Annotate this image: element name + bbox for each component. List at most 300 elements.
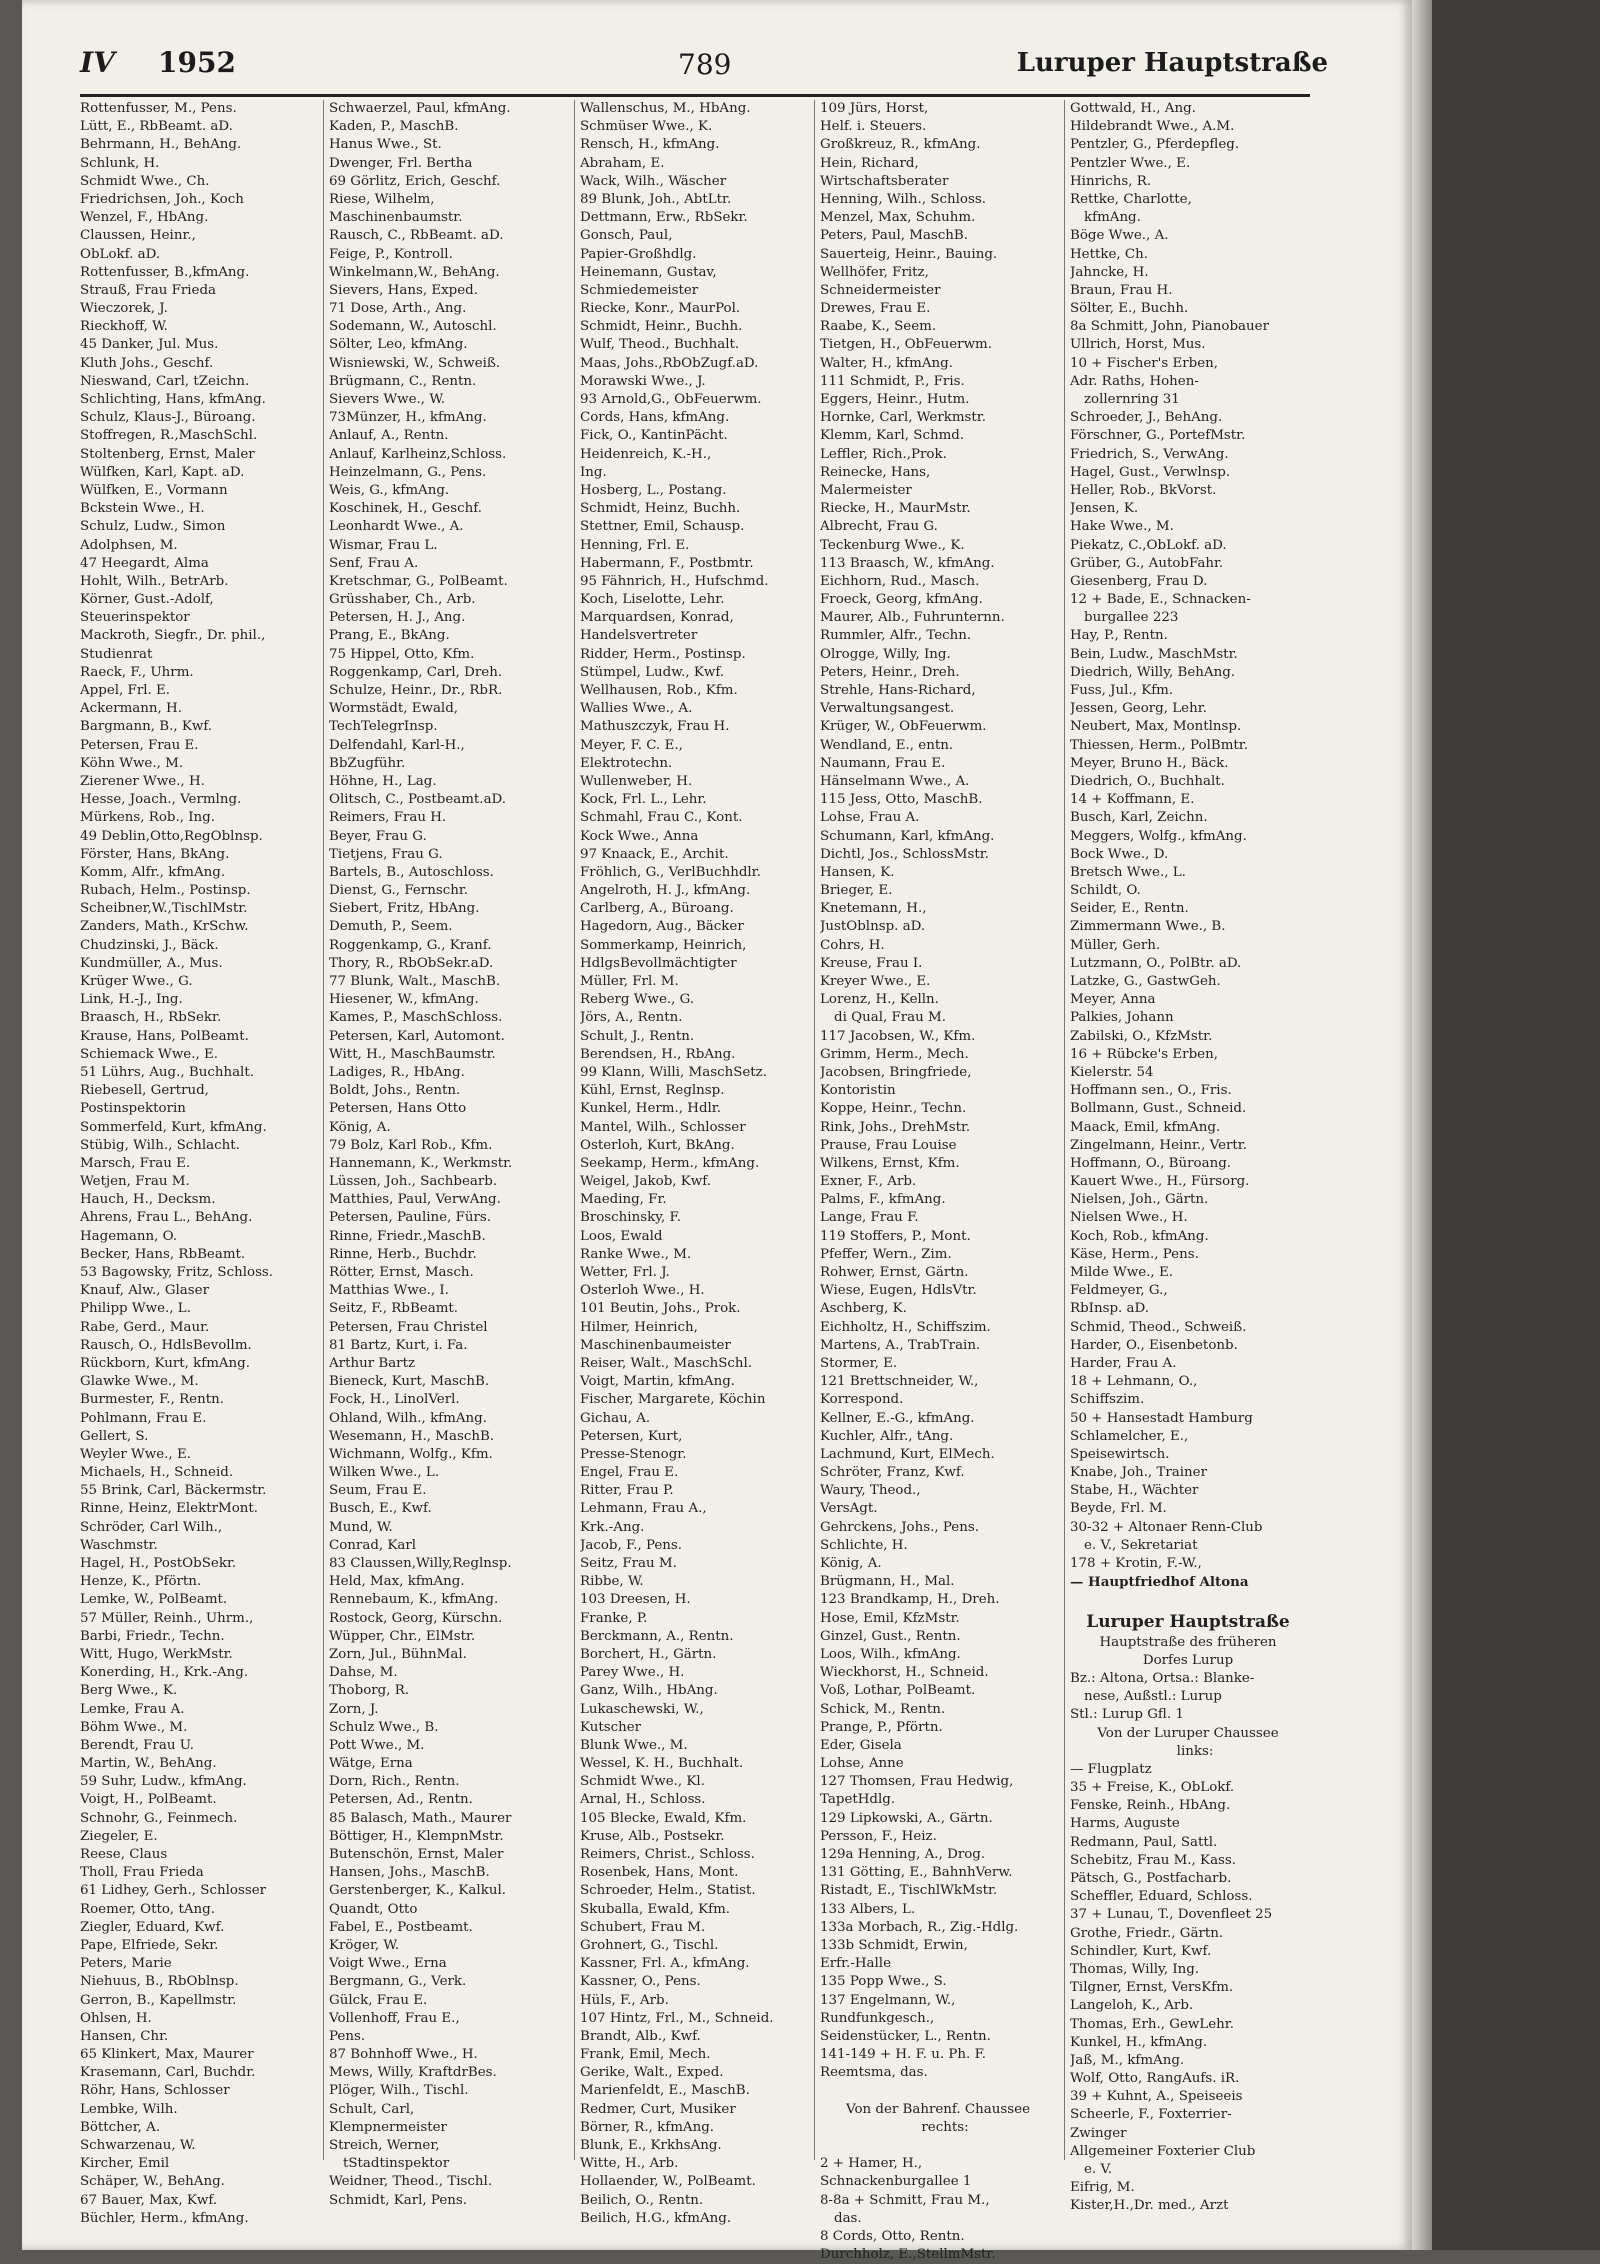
directory-entry: Giesenberg, Frau D.	[1070, 573, 1208, 589]
directory-entry: Mürkens, Rob., Ing.	[80, 810, 216, 826]
directory-entry: Zorn, Jul., BühnMal.	[329, 1646, 467, 1662]
directory-entry: Rottenfusser, M., Pens.	[80, 101, 237, 116]
directory-entry: Büchler, Herm., kfmAng.	[80, 2210, 249, 2226]
directory-entry: Höhne, H., Lag.	[329, 773, 437, 789]
directory-entry: Böhm Wwe., M.	[80, 1719, 188, 1735]
directory-entry: 105 Blecke, Ewald, Kfm.	[580, 1810, 747, 1826]
directory-entry: Delfendahl, Karl-H.,	[329, 737, 465, 753]
directory-entry: Förster, Hans, BkAng.	[80, 846, 230, 862]
directory-entry: Hanus Wwe., St.	[329, 137, 442, 153]
directory-entry: Reinecke, Hans,	[820, 464, 931, 480]
directory-entry: Kaden, P., MaschB.	[329, 119, 459, 135]
directory-entry: Dettmann, Erw., RbSekr.	[580, 210, 748, 226]
directory-entry: Fischer, Margarete, Köchin	[580, 1392, 766, 1408]
directory-entry: Morawski Wwe., J.	[580, 373, 706, 389]
directory-entry: Adr. Raths, Hohen-	[1070, 373, 1199, 389]
directory-entry: Petersen, Ad., Rentn.	[329, 1792, 473, 1808]
directory-entry: Seum, Frau E.	[329, 1483, 427, 1499]
directory-entry: Bergmann, G., Verk.	[329, 1974, 467, 1990]
directory-entry: Mackroth, Siegfr., Dr. phil.,	[80, 628, 266, 644]
directory-entry: Heinemann, Gustav,	[580, 264, 717, 280]
column-5	[1070, 100, 1306, 2216]
directory-entry: Beilich, H.G., kfmAng.	[580, 2210, 732, 2226]
directory-entry: 39 + Kuhnt, A., Speiseeis	[1070, 2089, 1243, 2105]
directory-entry: Voigt, Martin, kfmAng.	[580, 1374, 736, 1390]
directory-entry: Pott Wwe., M.	[329, 1737, 425, 1753]
directory-entry: Verwaltungsangest.	[820, 701, 955, 717]
directory-entry	[820, 2137, 1056, 2155]
directory-entry: Strehle, Hans-Richard,	[820, 683, 976, 698]
directory-entry: Hauch, H., Decksm.	[80, 1192, 216, 1208]
directory-entry: Rötter, Ernst, Masch.	[329, 1265, 474, 1280]
directory-entry: Kruse, Alb., Postsekr.	[580, 1828, 725, 1844]
directory-entry: Friedrich, S., VerwAng.	[1070, 446, 1229, 462]
directory-entry: Peters, Marie	[80, 1956, 172, 1972]
directory-entry: 18 + Lehmann, O.,	[1070, 1374, 1198, 1390]
directory-entry: JustOblnsp. aD.	[820, 919, 926, 935]
directory-entry: Meyer, Anna	[1070, 992, 1156, 1008]
directory-entry: Tilgner, Ernst, VersKfm.	[1070, 1980, 1234, 1996]
directory-entry: Wessel, K. H., Buchhalt.	[580, 1756, 744, 1772]
directory-entry: Redmer, Curt, Musiker	[580, 2101, 736, 2117]
directory-entry: Hauptstraße des früheren	[1099, 1634, 1277, 1650]
directory-entry: Ginzel, Gust., Rentn.	[820, 1628, 961, 1644]
directory-entry: Kunkel, H., kfmAng.	[1070, 2034, 1208, 2050]
directory-entry: 141-149 + H. F. u. Ph. F.	[820, 2047, 987, 2063]
directory-entry: Schneidermeister	[820, 282, 941, 298]
directory-entry: Maas, Johs.,RbObZugf.aD.	[580, 355, 759, 371]
directory-entry: Barbi, Friedr., Techn.	[80, 1628, 225, 1644]
directory-entry: Schindler, Kurt, Kwf.	[1070, 1943, 1212, 1959]
directory-entry: Ziegeler, E.	[80, 1828, 158, 1844]
directory-entry: Held, Max, kfmAng.	[329, 1574, 465, 1590]
directory-entry: Franke, P.	[580, 1610, 648, 1626]
directory-entry: Thory, R., RbObSekr.aD.	[329, 955, 494, 971]
directory-entry: Wulf, Theod., Buchhalt.	[580, 337, 740, 353]
directory-entry: Wisniewski, W., Schweiß.	[329, 355, 501, 371]
directory-entry: Drewes, Frau E.	[820, 301, 931, 317]
directory-entry: 16 + Rübcke's Erben,	[1070, 1046, 1218, 1062]
directory-entry: Schroeder, Helm., Statist.	[580, 1883, 756, 1899]
directory-entry: Wetter, Frl. J.	[580, 1265, 670, 1280]
directory-entry: Schmidt Wwe., Kl.	[580, 1774, 705, 1790]
directory-entry: Stümpel, Ludw., Kwf.	[580, 664, 725, 680]
directory-entry: Lukaschewski, W.,	[580, 1701, 704, 1717]
directory-entry: Strauß, Frau Frieda	[80, 282, 217, 298]
directory-entry: Philipp Wwe., L.	[80, 1301, 191, 1317]
directory-entry: Petersen, H. J., Ang.	[329, 610, 466, 626]
directory-entry: Carlberg, A., Büroang.	[580, 901, 734, 917]
directory-entry: Hagedorn, Aug., Bäcker	[580, 919, 744, 935]
directory-entry: Schmidt, Heinr., Buchh.	[580, 319, 743, 335]
directory-entry: Krüger Wwe., G.	[80, 974, 193, 989]
column-2	[329, 100, 565, 2210]
directory-entry: Kames, P., MaschSchloss.	[329, 1010, 503, 1026]
directory-entry: Becker, Hans, RbBeamt.	[80, 1246, 246, 1262]
directory-entry: Pens.	[329, 2028, 366, 2044]
directory-entry: tStadtinspektor	[343, 2156, 450, 2172]
directory-entry: Zingelmann, Heinr., Vertr.	[1070, 1137, 1247, 1153]
directory-entry: Schwaerzel, Paul, kfmAng.	[329, 101, 511, 116]
directory-entry: 121 Brettschneider, W.,	[820, 1374, 979, 1390]
directory-entry: Senf, Frau A.	[329, 555, 419, 571]
directory-entry: Sommerfeld, Kurt, kfmAng.	[80, 1119, 267, 1135]
directory-entry: Dienst, G., Fernschr.	[329, 883, 469, 899]
directory-entry: Hansen, Chr.	[80, 2028, 169, 2044]
directory-entry: Nieswand, Carl, tZeichn.	[80, 373, 250, 389]
directory-entry: Ranke Wwe., M.	[580, 1246, 692, 1262]
directory-entry: 129a Henning, A., Drog.	[820, 1847, 986, 1862]
directory-entry: Marienfeldt, E., MaschB.	[580, 2083, 750, 2099]
directory-entry: das.	[834, 2210, 862, 2226]
directory-entry: Peters, Paul, MaschB.	[820, 228, 969, 244]
directory-entry: Rausch, O., HdlsBevollm.	[80, 1337, 252, 1353]
directory-entry: Lohse, Anne	[820, 1756, 904, 1772]
book-binding	[1432, 0, 1600, 2250]
directory-entry: Martin, W., BehAng.	[80, 1756, 217, 1772]
directory-entry: Mews, Willy, KraftdrBes.	[329, 2065, 497, 2081]
directory-entry: Brandt, Alb., Kwf.	[580, 2028, 701, 2044]
directory-entry: Braasch, H., RbSekr.	[80, 1010, 222, 1026]
directory-entry: Ackermann, H.	[80, 701, 182, 717]
directory-entry: Bartels, B., Autoschloss.	[329, 864, 494, 880]
directory-entry: Komm, Alfr., kfmAng.	[80, 864, 226, 880]
directory-entry: Lange, Frau F.	[820, 1210, 919, 1226]
directory-entry: Brieger, E.	[820, 883, 893, 899]
directory-entry: Ohland, Wilh., kfmAng.	[329, 1410, 487, 1426]
directory-entry: Olitsch, C., Postbeamt.aD.	[329, 792, 507, 808]
directory-entry: Ristadt, E., TischlWkMstr.	[820, 1883, 998, 1899]
directory-entry: Busch, E., Kwf.	[329, 1501, 432, 1517]
directory-entry: 71 Dose, Arth., Ang.	[329, 301, 467, 317]
directory-entry: Jensen, K.	[1070, 501, 1139, 517]
directory-entry: Teckenburg Wwe., K.	[820, 537, 965, 553]
directory-entry: 37 + Lunau, T., Dovenfleet 25	[1070, 1907, 1273, 1923]
directory-entry: Heinzelmann, G., Pens.	[329, 464, 487, 480]
directory-entry: Thomas, Willy, Ing.	[1070, 1961, 1200, 1977]
directory-entry: 111 Schmidt, P., Fris.	[820, 373, 965, 389]
directory-entry: Brügmann, H., Mal.	[820, 1574, 955, 1590]
directory-entry: Rabe, Gerd., Maur.	[80, 1319, 210, 1335]
directory-entry: Ohlsen, H.	[80, 2010, 152, 2026]
directory-entry: Palkies, Johann	[1070, 1010, 1174, 1026]
directory-entry: Sievers Wwe., W.	[329, 392, 445, 407]
directory-entry: Bz.: Altona, Ortsa.: Blanke-	[1070, 1670, 1255, 1686]
directory-entry: Seidenstücker, L., Rentn.	[820, 2028, 991, 2044]
directory-entry: burgallee 223	[1084, 610, 1179, 626]
directory-entry: rechts:	[921, 2119, 969, 2135]
directory-entry: Schiffszim.	[1070, 1392, 1145, 1408]
directory-entry: Krk.-Ang.	[580, 1519, 645, 1535]
directory-entry: Gerron, B., Kapellmstr.	[80, 1992, 237, 2008]
directory-entry: Wellhausen, Rob., Kfm.	[580, 683, 738, 698]
directory-entry: Bollmann, Gust., Schneid.	[1070, 1101, 1247, 1117]
directory-entry: 57 Müller, Reinh., Uhrm.,	[80, 1610, 254, 1626]
directory-entry: Petersen, Frau E.	[80, 737, 199, 753]
directory-entry: 50 + Hansestadt Hamburg	[1070, 1410, 1253, 1426]
directory-entry: Cords, Hans, kfmAng.	[580, 410, 730, 426]
directory-entry: Bock Wwe., D.	[1070, 846, 1169, 862]
directory-entry: 30-32 + Altonaer Renn-Club	[1070, 1519, 1263, 1535]
directory-entry: Witte, H., Arb.	[580, 2156, 679, 2172]
directory-entry: Hansen, K.	[820, 864, 895, 880]
directory-entry: Lüssen, Joh., Sachbearb.	[329, 1174, 498, 1190]
directory-entry: Hollaender, W., PolBeamt.	[580, 2174, 756, 2190]
directory-entry: Prang, E., BkAng.	[329, 628, 450, 644]
directory-entry: Schnackenburgallee 1	[820, 2174, 972, 2190]
directory-entry: Peters, Heinr., Dreh.	[820, 664, 960, 680]
directory-entry: Engel, Frau E.	[580, 1465, 679, 1481]
directory-entry: Blunk Wwe., M.	[580, 1737, 688, 1753]
directory-entry: Behrmann, H., BehAng.	[80, 137, 242, 153]
directory-entry: Grothe, Friedr., Gärtn.	[1070, 1925, 1224, 1941]
directory-entry: Kellner, E.-G., kfmAng.	[820, 1410, 975, 1426]
directory-entry: Thoborg, R.	[329, 1683, 410, 1699]
directory-entry: Jahncke, H.	[1070, 264, 1149, 280]
directory-entry: Hohlt, Wilh., BetrArb.	[80, 573, 229, 589]
directory-entry: Redmann, Paul, Sattl.	[1070, 1834, 1218, 1850]
directory-entry: Grüber, G., AutobFahr.	[1070, 555, 1224, 571]
directory-entry: Seider, E., Rentn.	[1070, 901, 1189, 917]
directory-entry: Sölter, E., Buchh.	[1070, 301, 1189, 317]
directory-entry: Prange, P., Pförtn.	[820, 1719, 943, 1735]
directory-entry: Roemer, Otto, tAng.	[80, 1901, 215, 1917]
directory-entry: Schroeder, J., BehAng.	[1070, 410, 1223, 426]
directory-entry: Dorfes Lurup	[1142, 1652, 1234, 1668]
directory-entry: ObLokf. aD.	[80, 246, 161, 262]
directory-entry: Papier-Großhdlg.	[580, 246, 697, 262]
directory-entry: Mathuszczyk, Frau H.	[580, 719, 730, 735]
directory-entry: Wullenweber, H.	[580, 773, 693, 789]
directory-entry: HdlgsBevollmächtigter	[580, 955, 737, 971]
directory-entry: Kassner, Frl. A., kfmAng.	[580, 1956, 750, 1972]
directory-entry: Hildebrandt Wwe., A.M.	[1070, 119, 1235, 135]
directory-entry: Berckmann, A., Rentn.	[580, 1628, 734, 1644]
directory-entry: Börner, R., kfmAng.	[580, 2119, 715, 2135]
directory-entry: Bretsch Wwe., L.	[1070, 864, 1186, 880]
directory-entry: Erfr.-Halle	[820, 1956, 891, 1972]
directory-entry: Koppe, Heinr., Techn.	[820, 1101, 967, 1117]
directory-entry: 99 Klann, Willi, MaschSetz.	[580, 1064, 767, 1080]
directory-entry: Allgemeiner Foxterier Club	[1070, 2143, 1256, 2159]
directory-entry: Malermeister	[820, 482, 912, 498]
directory-entry: Kunkel, Herm., Hdlr.	[580, 1101, 721, 1117]
year: 1952	[158, 46, 236, 79]
directory-entry: Stoltenberg, Ernst, Maler	[80, 446, 255, 462]
directory-entry: Großkreuz, R., kfmAng.	[820, 137, 981, 153]
directory-entry: Ing.	[580, 464, 607, 480]
directory-entry: 133a Morbach, R., Zig.-Hdlg.	[820, 1919, 1019, 1935]
directory-entry: Fuss, Jul., Kfm.	[1070, 683, 1174, 698]
directory-entry: Wenzel, F., HbAng.	[80, 210, 209, 226]
directory-entry: Schulz, Ludw., Simon	[80, 519, 226, 535]
directory-entry: Anlauf, A., Rentn.	[329, 428, 449, 444]
directory-entry: Kreuse, Frau I.	[820, 955, 923, 971]
directory-entry: Frank, Emil, Mech.	[580, 2047, 711, 2063]
directory-entry: Raabe, K., Seem.	[820, 319, 937, 335]
directory-entry: Palms, F., kfmAng.	[820, 1192, 946, 1208]
directory-entry: Wülfken, Karl, Kapt. aD.	[80, 464, 245, 480]
directory-entry: Conrad, Karl	[329, 1537, 417, 1553]
directory-entry: Voß, Lothar, PolBeamt.	[820, 1683, 976, 1699]
directory-entry: Schick, M., Rentn.	[820, 1701, 946, 1717]
directory-entry: Schumann, Karl, kfmAng.	[820, 828, 995, 844]
directory-entry: Mantel, Wilh., Schlosser	[580, 1119, 746, 1135]
directory-entry	[820, 2082, 1056, 2100]
directory-entry: Schiemack Wwe., E.	[80, 1046, 219, 1062]
directory-entry: Broschinsky, F.	[580, 1210, 681, 1226]
directory-entry: Studienrat	[80, 646, 153, 662]
directory-entry: Siebert, Fritz, HbAng.	[329, 901, 480, 917]
directory-entry: Kister,H.,Dr. med., Arzt	[1070, 2198, 1229, 2214]
directory-entry: Rinne, Friedr.,MaschB.	[329, 1228, 486, 1244]
page-number: 789	[678, 48, 732, 81]
directory-entry: Speisewirtsch.	[1070, 1446, 1170, 1462]
directory-entry: Friedrichsen, Joh., Koch	[80, 191, 244, 207]
page-header	[58, 46, 1328, 86]
directory-entry: Grimm, Herm., Mech.	[820, 1046, 969, 1062]
directory-entry: Weidner, Theod., Tischl.	[329, 2174, 493, 2190]
directory-entry: Diedrich, O., Buchhalt.	[1070, 773, 1225, 789]
directory-entry: Ridder, Herm., Postinsp.	[580, 646, 746, 662]
directory-entry: Lehmann, Frau A.,	[580, 1501, 707, 1517]
directory-entry: Gonsch, Paul,	[580, 228, 673, 244]
directory-entry: Schmidt, Heinz, Buchh.	[580, 501, 741, 517]
directory-entry: TechTelegrInsp.	[329, 719, 438, 735]
directory-entry: Wülfken, E., Vormann	[80, 482, 228, 498]
directory-entry: Dorn, Rich., Rentn.	[329, 1774, 460, 1790]
directory-entry: Froeck, Georg, kfmAng.	[820, 592, 983, 608]
directory-entry: 73Münzer, H., kfmAng.	[329, 410, 487, 426]
directory-entry: Berendsen, H., RbAng.	[580, 1046, 736, 1062]
directory-entry: Henning, Wilh., Schloss.	[820, 191, 986, 207]
directory-entry: Gerstenberger, K., Kalkul.	[329, 1883, 506, 1899]
directory-entry: Exner, F., Arb.	[820, 1174, 917, 1190]
directory-entry: Wilkens, Ernst, Kfm.	[820, 1155, 960, 1171]
directory-entry: Fick, O., KantinPächt.	[580, 428, 728, 444]
directory-entry: Rubach, Helm., Postinsp.	[80, 883, 251, 899]
column-divider	[1064, 100, 1065, 2160]
directory-entry: Riebesell, Gertrud,	[80, 1083, 209, 1099]
directory-entry: Gülck, Frau E.	[329, 1992, 428, 2008]
directory-entry: Ribbe, W.	[580, 1574, 644, 1590]
directory-entry: Stormer, E.	[820, 1355, 898, 1371]
directory-entry: Meggers, Wolfg., kfmAng.	[1070, 828, 1247, 844]
directory-entry: 131 Götting, E., BahnhVerw.	[820, 1865, 1013, 1881]
directory-entry: Osterloh Wwe., H.	[580, 1283, 705, 1299]
directory-entry: Thiessen, Herm., PolBmtr.	[1070, 737, 1248, 753]
directory-entry: Weigel, Jakob, Kwf.	[580, 1174, 711, 1190]
directory-entry: Müller, Frl. M.	[580, 974, 679, 989]
directory-entry: 103 Dreesen, H.	[580, 1592, 691, 1608]
directory-entry: Zabilski, O., KfzMstr.	[1070, 1028, 1213, 1044]
directory-entry: Waury, Theod.,	[820, 1483, 921, 1499]
directory-entry: Albrecht, Frau G.	[820, 519, 938, 535]
directory-entry: Winkelmann,W., BehAng.	[329, 264, 500, 280]
directory-entry: Konerding, H., Krk.-Ang.	[80, 1665, 249, 1681]
directory-entry: Böttcher, A.	[80, 2119, 161, 2135]
directory-entry: Roggenkamp, Carl, Dreh.	[329, 664, 503, 680]
directory-entry: Pohlmann, Frau E.	[80, 1410, 207, 1426]
directory-entry: Gerike, Walt., Exped.	[580, 2065, 724, 2081]
directory-entry: Beyde, Frl. M.	[1070, 1501, 1167, 1517]
directory-entry: Tietgen, H., ObFeuerwm.	[820, 337, 992, 353]
page-edge	[1412, 0, 1432, 2250]
directory-entry: Rostock, Georg, Kürschn.	[329, 1610, 503, 1626]
directory-entry: e. V., Sekretariat	[1084, 1537, 1198, 1553]
directory-entry: Pentzler, G., Pferdepfleg.	[1070, 137, 1240, 153]
directory-entry: Kröger, W.	[329, 1937, 400, 1953]
directory-entry: Ladiges, R., HbAng.	[329, 1064, 465, 1080]
directory-entry: Osterloh, Kurt, BkAng.	[580, 1137, 735, 1153]
directory-entry: Loos, Ewald	[580, 1228, 663, 1244]
directory-entry: Schubert, Frau M.	[580, 1919, 706, 1935]
directory-entry: Postinspektorin	[80, 1101, 186, 1117]
directory-entry: Jacobsen, Bringfriede,	[820, 1064, 972, 1080]
directory-entry: 2 + Hamer, H.,	[820, 2156, 923, 2172]
directory-entry: Wieczorek, J.	[80, 301, 168, 317]
directory-entry: 65 Klinkert, Max, Maurer	[80, 2047, 254, 2063]
directory-entry: Schebitz, Frau M., Kass.	[1070, 1852, 1237, 1868]
directory-entry: Kluth Johs., Geschf.	[80, 355, 214, 371]
directory-entry: Kretschmar, G., PolBeamt.	[329, 573, 508, 589]
directory-entry: Schnohr, G., Feinmech.	[80, 1810, 238, 1826]
directory-entry: Wüpper, Chr., ElMstr.	[329, 1628, 476, 1644]
directory-entry: Hay, P., Rentn.	[1070, 628, 1168, 644]
directory-entry: Körner, Gust.-Adolf,	[80, 592, 214, 608]
directory-entry: 117 Jacobsen, W., Kfm.	[820, 1028, 976, 1044]
directory-entry: — Hauptfriedhof Altona	[1070, 1574, 1249, 1591]
directory-entry: Reemtsma, das.	[820, 2065, 928, 2081]
directory-entry: Steuerinspektor	[80, 610, 190, 626]
directory-entry: Maack, Emil, kfmAng.	[1070, 1119, 1221, 1135]
directory-entry: Wichmann, Wolfg., Kfm.	[329, 1446, 493, 1462]
directory-entry: Menzel, Max, Schuhm.	[820, 210, 976, 226]
directory-entry: Rausch, C., RbBeamt. aD.	[329, 228, 504, 244]
directory-entry: Rieckhoff, W.	[80, 319, 168, 335]
directory-entry: Dichtl, Jos., SchlossMstr.	[820, 846, 989, 862]
directory-entry: Anlauf, Karlheinz,Schloss.	[329, 446, 507, 462]
directory-entry: 133b Schmidt, Erwin,	[820, 1937, 968, 1953]
directory-entry: Claussen, Heinr.,	[80, 228, 196, 244]
directory-entry: Boldt, Johs., Rentn.	[329, 1083, 461, 1099]
directory-entry: Hagemann, O.	[80, 1228, 178, 1244]
directory-entry: Riecke, H., MaurMstr.	[820, 501, 971, 517]
directory-entry: Fabel, E., Postbeamt.	[329, 1919, 473, 1935]
directory-entry: Knetemann, H.,	[820, 901, 927, 917]
street-title: Luruper Hauptstraße	[1016, 48, 1328, 78]
directory-entry: Habermann, F., Postbmtr.	[580, 555, 754, 571]
directory-entry: Eichholtz, H., Schiffszim.	[820, 1319, 991, 1335]
directory-entry: Von der Bahrenf. Chaussee	[846, 2101, 1030, 2117]
directory-entry: Schmahl, Frau C., Kont.	[580, 810, 743, 826]
directory-entry: Beilich, O., Rentn.	[580, 2192, 704, 2208]
directory-entry: 89 Blunk, Joh., AbtLtr.	[580, 191, 732, 207]
directory-entry: Lembke, Wilh.	[80, 2101, 178, 2117]
column-divider	[323, 100, 324, 2160]
directory-entry: Reberg Wwe., G.	[580, 992, 695, 1008]
directory-entry: Klempnermeister	[329, 2119, 447, 2135]
directory-entry: Wilken Wwe., L.	[329, 1465, 440, 1481]
directory-entry: Grohnert, G., Tischl.	[580, 1937, 719, 1953]
directory-entry: Hagel, H., PostObSekr.	[80, 1556, 237, 1571]
directory-entry: 87 Bohnhoff Wwe., H.	[329, 2047, 478, 2063]
directory-entry: Marquardsen, Konrad,	[580, 610, 734, 626]
directory-entry: Witt, H., MaschBaumstr.	[329, 1046, 496, 1062]
directory-entry: Schmiedemeister	[580, 282, 699, 298]
directory-entry: Zanders, Math., KrSchw.	[80, 919, 249, 935]
directory-entry: Aschberg, K.	[820, 1301, 907, 1317]
